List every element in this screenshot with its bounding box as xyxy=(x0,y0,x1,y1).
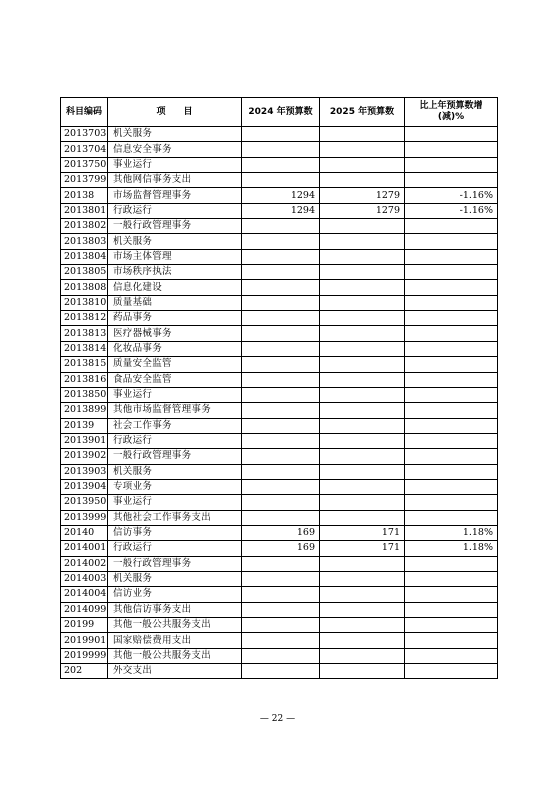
budget-2025-cell xyxy=(320,219,405,234)
item-name-cell: 事业运行 xyxy=(108,157,242,172)
budget-2024-cell xyxy=(242,295,320,310)
item-name-cell: 专项业务 xyxy=(108,479,242,494)
budget-2025-cell xyxy=(320,664,405,679)
budget-2025-cell xyxy=(320,571,405,586)
item-name-cell: 其他一般公共服务支出 xyxy=(108,618,242,633)
change-percent-cell xyxy=(405,280,498,295)
item-name-cell: 其他网信事务支出 xyxy=(108,173,242,188)
change-percent-cell: -1.16% xyxy=(405,188,498,203)
budget-2024-cell xyxy=(242,219,320,234)
item-name-cell: 机关服务 xyxy=(108,234,242,249)
table-row xyxy=(61,326,498,341)
table-row xyxy=(61,127,498,142)
budget-2024-cell xyxy=(242,618,320,633)
code-cell: 2014099 xyxy=(61,602,108,617)
change-percent-cell xyxy=(405,464,498,479)
budget-2024-cell xyxy=(242,633,320,648)
item-name-cell: 事业运行 xyxy=(108,387,242,402)
code-cell: 2014001 xyxy=(61,541,108,556)
item-name-cell: 事业运行 xyxy=(108,495,242,510)
code-cell: 2013804 xyxy=(61,249,108,264)
change-percent-cell xyxy=(405,341,498,356)
table-row xyxy=(61,556,498,571)
table-row xyxy=(61,618,498,633)
change-percent-cell xyxy=(405,571,498,586)
budget-2025-cell xyxy=(320,311,405,326)
change-percent-cell xyxy=(405,372,498,387)
table-row xyxy=(61,587,498,602)
table-row xyxy=(61,387,498,402)
item-name-cell: 国家赔偿费用支出 xyxy=(108,633,242,648)
budget-2024-cell xyxy=(242,234,320,249)
item-name-cell: 医疗器械事务 xyxy=(108,326,242,341)
table-row xyxy=(61,265,498,280)
budget-2024-cell xyxy=(242,341,320,356)
budget-2025-cell: 171 xyxy=(320,541,405,556)
change-percent-cell xyxy=(405,142,498,157)
change-percent-cell xyxy=(405,234,498,249)
table-row xyxy=(61,479,498,494)
code-cell: 2013750 xyxy=(61,157,108,172)
code-cell: 2013801 xyxy=(61,203,108,218)
item-name-cell: 社会工作事务 xyxy=(108,418,242,433)
budget-2025-cell xyxy=(320,341,405,356)
budget-2024-cell xyxy=(242,173,320,188)
code-cell: 2013703 xyxy=(61,127,108,142)
budget-2024-cell xyxy=(242,127,320,142)
item-name-cell: 其他一般公共服务支出 xyxy=(108,648,242,663)
table-header xyxy=(61,98,498,127)
budget-2025-cell xyxy=(320,556,405,571)
change-percent-cell xyxy=(405,265,498,280)
budget-2025-cell xyxy=(320,495,405,510)
item-name-cell: 行政运行 xyxy=(108,203,242,218)
table-row xyxy=(61,510,498,525)
budget-2024-cell xyxy=(242,602,320,617)
code-cell: 2014003 xyxy=(61,571,108,586)
budget-2024-cell xyxy=(242,403,320,418)
change-percent-cell xyxy=(405,433,498,448)
budget-2024-cell xyxy=(242,449,320,464)
item-name-cell: 质量基础 xyxy=(108,295,242,310)
item-name-cell: 质量安全监管 xyxy=(108,357,242,372)
header-budget-2025: 2025 年预算数 xyxy=(320,98,405,127)
budget-2025-cell xyxy=(320,633,405,648)
item-name-cell: 一般行政管理事务 xyxy=(108,449,242,464)
item-name-cell: 信息安全事务 xyxy=(108,142,242,157)
budget-2025-cell xyxy=(320,449,405,464)
code-cell: 2013899 xyxy=(61,403,108,418)
budget-2024-cell xyxy=(242,464,320,479)
table-row xyxy=(61,157,498,172)
table-row xyxy=(61,495,498,510)
budget-2024-cell xyxy=(242,280,320,295)
table-row xyxy=(61,249,498,264)
budget-2025-cell xyxy=(320,602,405,617)
table-row xyxy=(61,433,498,448)
code-cell: 2014004 xyxy=(61,587,108,602)
budget-2025-cell xyxy=(320,127,405,142)
budget-2024-cell xyxy=(242,249,320,264)
code-cell: 20199 xyxy=(61,618,108,633)
budget-2025-cell xyxy=(320,357,405,372)
budget-2025-cell: 171 xyxy=(320,525,405,540)
budget-2025-cell xyxy=(320,265,405,280)
budget-table-container xyxy=(60,97,497,679)
table-row xyxy=(61,203,498,218)
budget-2024-cell xyxy=(242,372,320,387)
budget-2025-cell xyxy=(320,418,405,433)
code-cell: 2013903 xyxy=(61,464,108,479)
item-name-cell: 药品事务 xyxy=(108,311,242,326)
budget-2024-cell: 169 xyxy=(242,541,320,556)
item-name-cell: 化妆品事务 xyxy=(108,341,242,356)
table-row xyxy=(61,403,498,418)
change-percent-cell xyxy=(405,127,498,142)
change-percent-cell xyxy=(405,403,498,418)
change-percent-cell xyxy=(405,633,498,648)
budget-2024-cell xyxy=(242,433,320,448)
change-percent-cell xyxy=(405,648,498,663)
budget-2024-cell xyxy=(242,510,320,525)
budget-2025-cell xyxy=(320,234,405,249)
change-percent-cell xyxy=(405,418,498,433)
budget-2024-cell xyxy=(242,587,320,602)
change-percent-cell xyxy=(405,249,498,264)
header-budget-2024: 2024 年预算数 xyxy=(242,98,320,127)
code-cell: 2013902 xyxy=(61,449,108,464)
change-percent-cell xyxy=(405,495,498,510)
code-cell: 2013810 xyxy=(61,295,108,310)
table-row xyxy=(61,372,498,387)
budget-2025-cell xyxy=(320,403,405,418)
code-cell: 2013808 xyxy=(61,280,108,295)
budget-2025-cell xyxy=(320,280,405,295)
table-row xyxy=(61,648,498,663)
budget-2024-cell: 169 xyxy=(242,525,320,540)
code-cell: 202 xyxy=(61,664,108,679)
code-cell: 2013999 xyxy=(61,510,108,525)
budget-2025-cell xyxy=(320,479,405,494)
budget-table xyxy=(60,97,498,679)
table-row xyxy=(61,541,498,556)
item-name-cell: 行政运行 xyxy=(108,541,242,556)
change-percent-cell xyxy=(405,357,498,372)
change-percent-cell: -1.16% xyxy=(405,203,498,218)
budget-2024-cell xyxy=(242,157,320,172)
budget-2024-cell xyxy=(242,311,320,326)
budget-2025-cell xyxy=(320,326,405,341)
budget-2025-cell xyxy=(320,295,405,310)
code-cell: 2013704 xyxy=(61,142,108,157)
code-cell: 2013904 xyxy=(61,479,108,494)
code-cell: 2013950 xyxy=(61,495,108,510)
code-cell: 2013813 xyxy=(61,326,108,341)
item-name-cell: 信息化建设 xyxy=(108,280,242,295)
item-name-cell: 市场监督管理事务 xyxy=(108,188,242,203)
budget-2025-cell xyxy=(320,433,405,448)
item-name-cell: 行政运行 xyxy=(108,433,242,448)
item-name-cell: 机关服务 xyxy=(108,127,242,142)
change-percent-cell xyxy=(405,449,498,464)
change-percent-cell xyxy=(405,587,498,602)
code-cell: 2014002 xyxy=(61,556,108,571)
budget-2025-cell xyxy=(320,249,405,264)
table-row xyxy=(61,664,498,679)
budget-2024-cell xyxy=(242,326,320,341)
item-name-cell: 市场主体管理 xyxy=(108,249,242,264)
budget-2024-cell xyxy=(242,556,320,571)
code-cell: 2013812 xyxy=(61,311,108,326)
budget-2025-cell xyxy=(320,464,405,479)
code-cell: 2013803 xyxy=(61,234,108,249)
change-percent-cell xyxy=(405,602,498,617)
code-cell: 2013815 xyxy=(61,357,108,372)
change-percent-cell xyxy=(405,311,498,326)
item-name-cell: 机关服务 xyxy=(108,464,242,479)
change-percent-cell xyxy=(405,510,498,525)
item-name-cell: 一般行政管理事务 xyxy=(108,556,242,571)
table-row xyxy=(61,525,498,540)
budget-2025-cell xyxy=(320,372,405,387)
budget-2025-cell xyxy=(320,173,405,188)
budget-2025-cell: 1279 xyxy=(320,203,405,218)
code-cell: 2013805 xyxy=(61,265,108,280)
item-name-cell: 其他社会工作事务支出 xyxy=(108,510,242,525)
code-cell: 2013799 xyxy=(61,173,108,188)
header-item: 项 目 xyxy=(108,98,242,127)
budget-2025-cell xyxy=(320,648,405,663)
budget-2024-cell xyxy=(242,357,320,372)
budget-2024-cell xyxy=(242,387,320,402)
table-row xyxy=(61,341,498,356)
budget-2025-cell xyxy=(320,387,405,402)
change-percent-cell xyxy=(405,157,498,172)
change-percent-cell xyxy=(405,387,498,402)
budget-2024-cell xyxy=(242,418,320,433)
budget-2024-cell xyxy=(242,142,320,157)
item-name-cell: 机关服务 xyxy=(108,571,242,586)
budget-2024-cell xyxy=(242,495,320,510)
table-row xyxy=(61,464,498,479)
budget-2025-cell: 1279 xyxy=(320,188,405,203)
code-cell: 20140 xyxy=(61,525,108,540)
budget-2024-cell xyxy=(242,664,320,679)
table-row xyxy=(61,449,498,464)
change-percent-cell xyxy=(405,556,498,571)
table-row xyxy=(61,295,498,310)
table-row xyxy=(61,357,498,372)
item-name-cell: 信访事务 xyxy=(108,525,242,540)
table-row xyxy=(61,219,498,234)
change-percent-cell xyxy=(405,295,498,310)
table-row xyxy=(61,602,498,617)
budget-2024-cell: 1294 xyxy=(242,188,320,203)
budget-2024-cell xyxy=(242,479,320,494)
budget-2025-cell xyxy=(320,157,405,172)
header-code: 科目编码 xyxy=(61,98,108,127)
budget-2025-cell xyxy=(320,618,405,633)
table-row xyxy=(61,571,498,586)
change-percent-cell xyxy=(405,173,498,188)
item-name-cell: 其他市场监督管理事务 xyxy=(108,403,242,418)
item-name-cell: 外交支出 xyxy=(108,664,242,679)
change-percent-cell xyxy=(405,664,498,679)
code-cell: 2013802 xyxy=(61,219,108,234)
code-cell: 2013816 xyxy=(61,372,108,387)
table-row xyxy=(61,418,498,433)
change-percent-cell: 1.18% xyxy=(405,525,498,540)
item-name-cell: 食品安全监管 xyxy=(108,372,242,387)
change-percent-cell: 1.18% xyxy=(405,541,498,556)
budget-2025-cell xyxy=(320,142,405,157)
header-change: 比上年预算数增(减)% xyxy=(405,98,498,127)
code-cell: 2013850 xyxy=(61,387,108,402)
table-row xyxy=(61,142,498,157)
item-name-cell: 市场秩序执法 xyxy=(108,265,242,280)
budget-2024-cell xyxy=(242,265,320,280)
change-percent-cell xyxy=(405,219,498,234)
change-percent-cell xyxy=(405,326,498,341)
header-row xyxy=(61,98,498,127)
code-cell: 2019999 xyxy=(61,648,108,663)
table-row xyxy=(61,173,498,188)
table-row xyxy=(61,188,498,203)
budget-2024-cell: 1294 xyxy=(242,203,320,218)
change-percent-cell xyxy=(405,618,498,633)
change-percent-cell xyxy=(405,479,498,494)
code-cell: 20138 xyxy=(61,188,108,203)
item-name-cell: 一般行政管理事务 xyxy=(108,219,242,234)
table-row xyxy=(61,633,498,648)
table-row xyxy=(61,311,498,326)
table-body xyxy=(61,127,498,679)
item-name-cell: 信访业务 xyxy=(108,587,242,602)
budget-2024-cell xyxy=(242,648,320,663)
budget-2025-cell xyxy=(320,510,405,525)
code-cell: 2013814 xyxy=(61,341,108,356)
table-row xyxy=(61,280,498,295)
code-cell: 2019901 xyxy=(61,633,108,648)
budget-2025-cell xyxy=(320,587,405,602)
page-number: — 22 — xyxy=(259,714,296,724)
table-row xyxy=(61,234,498,249)
item-name-cell: 其他信访事务支出 xyxy=(108,602,242,617)
code-cell: 2013901 xyxy=(61,433,108,448)
budget-2024-cell xyxy=(242,571,320,586)
code-cell: 20139 xyxy=(61,418,108,433)
